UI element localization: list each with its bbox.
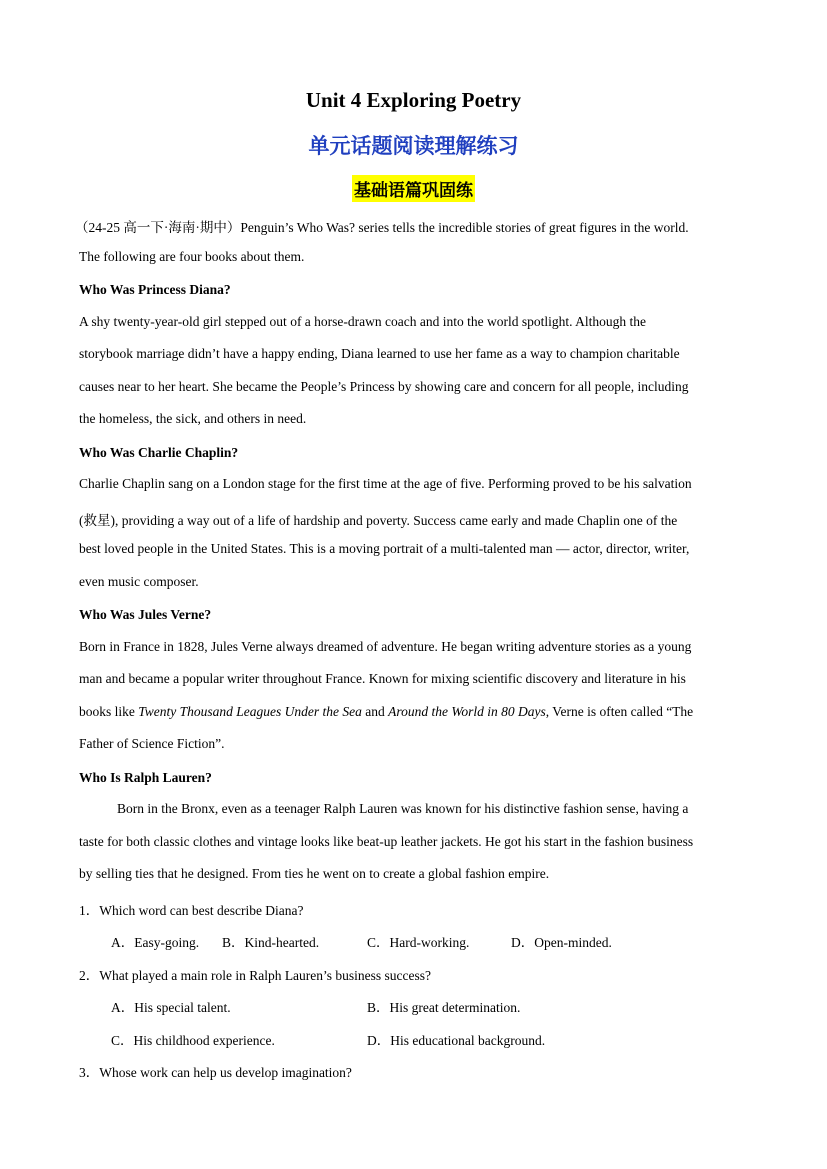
question-stem: 3．Whose work can help us develop imagination? [79, 1065, 352, 1080]
option-a: A．Easy-going. [111, 935, 200, 950]
book-text-line: Born in France in 1828, Jules Verne always dreamed of adventure. He began writing adventure stories as a young [79, 639, 692, 654]
unit-title: Unit 4 Exploring Poetry [305, 88, 522, 112]
book-text-line: the homeless, the sick, and others in need. [79, 411, 307, 426]
book-heading: Who Was Charlie Chaplin? [79, 445, 239, 460]
book-heading: Who Was Princess Diana? [79, 282, 231, 297]
book-text-line: Born in the Bronx, even as a teenager Ralph Lauren was known for his distinctive fashion sense, having a [117, 801, 689, 816]
book-text-line: Father of Science Fiction”. [79, 736, 225, 751]
book-title-italic: Twenty Thousand Leagues Under the Sea [138, 704, 362, 719]
question-stem: 1．Which word can best describe Diana? [79, 903, 304, 918]
book-text-line: man and became a popular writer throughout France. Known for mixing scientific discovery and literature in his [79, 671, 686, 686]
book-heading: Who Is Ralph Lauren? [79, 770, 212, 785]
book-text-segment: , Verne is often called “The [545, 704, 694, 719]
book-text-line: Charlie Chaplin sang on a London stage for the first time at the age of five. Performing proved to be his salvation [79, 476, 692, 491]
book-text-segment: books like [79, 704, 139, 719]
book-text-line: even music composer. [79, 574, 199, 589]
book-heading: Who Was Jules Verne? [79, 607, 212, 622]
book-text-line: by selling ties that he designed. From ties he went on to create a global fashion empire. [79, 866, 550, 881]
book-text-line: taste for both classic clothes and vintage looks like beat-up leather jackets. He got his start in the fashion business [79, 834, 694, 849]
book-text-segment: and [361, 704, 389, 719]
book-title-italic: Around the World in 80 Days [388, 704, 546, 719]
option-c: C．Hard-working. [367, 935, 470, 950]
section-heading: 基础语篇巩固练 [352, 175, 475, 202]
book-text-line: (救星), providing a way out of a life of hardship and poverty. Success came early and made Chaplin one of the [79, 513, 678, 528]
question-stem: 2．What played a main role in Ralph Lauren’s business success? [79, 968, 432, 983]
book-text-line: storybook marriage didn’t have a happy ending, Diana learned to use her fame as a way to champion charitable [79, 346, 680, 361]
option-b: B．Kind-hearted. [222, 935, 320, 950]
book-text-line [79, 704, 693, 720]
option-c: C．His childhood experience. [111, 1033, 275, 1048]
option-d: D．Open-minded. [511, 935, 612, 950]
exercise-subtitle: 单元话题阅读理解练习 [308, 134, 519, 158]
book-text-line: best loved people in the United States. This is a moving portrait of a multi-talented man — actor, director, writer, [79, 541, 690, 556]
option-b: B．His great determination. [367, 1000, 521, 1015]
option-d: D．His educational background. [367, 1033, 546, 1048]
intro-line: （24-25 高一下·海南·期中）Penguin’s Who Was? series tells the incredible stories of great figures in the world. [75, 220, 689, 235]
option-a: A．His special talent. [111, 1000, 231, 1015]
section-heading-wrap [0, 175, 827, 202]
book-text-line: A shy twenty-year-old girl stepped out of a horse-drawn coach and into the world spotlight. Although the [79, 314, 646, 329]
intro-line: The following are four books about them. [79, 249, 305, 264]
book-text-line: causes near to her heart. She became the People’s Princess by showing care and concern for all people, including [79, 379, 689, 394]
